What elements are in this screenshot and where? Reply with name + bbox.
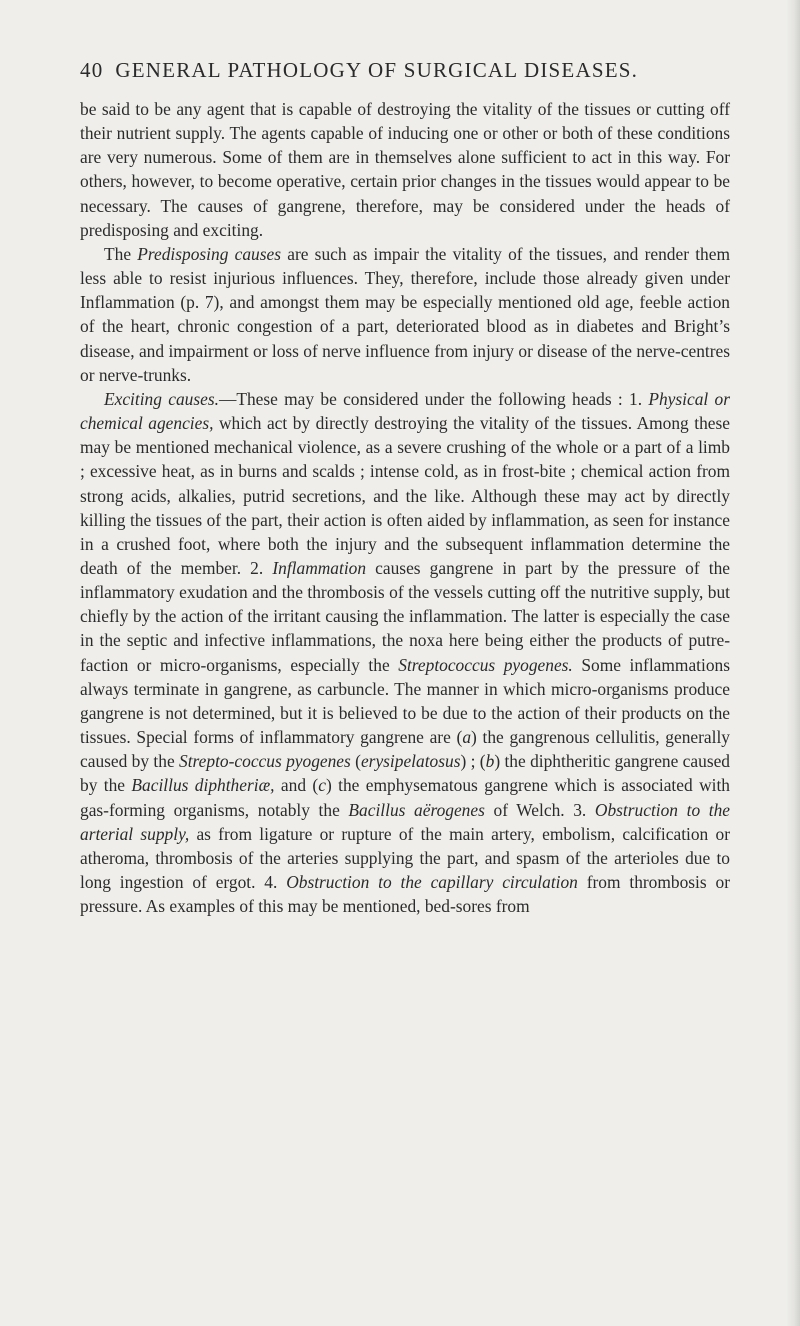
text-run: from thrombosis or pressure. As examples of this may be mentioned, bed-sores from [80, 872, 730, 917]
italic-term: erysipelatosus [360, 751, 461, 772]
text-run: are such as impair the vitality of the tissues, and render them less able to resist injurious influences. They, therefore, include those already given under Inflammation (p. 7), and amongst them may be especially mentioned old age, feeble action of the heart, chronic congestion of a part, deteriorated blood as in diabetes and Bright’s disease, and impairment or loss of nerve influence from injury or disease of the nerve-centres or nerve-trunks. [80, 243, 730, 385]
italic-term: Obstruction to the arterial supply, [80, 799, 731, 844]
italic-term: Predisposing causes [137, 243, 281, 264]
italic-term: Obstruction to the capillary circulation [286, 872, 578, 892]
italic-term: Bacillus diphtheriæ, [131, 775, 275, 796]
italic-term: Inflammation [272, 557, 367, 578]
text-run: Some inflammations always terminate in gangrene, as carbuncle. The manner in which micro-organisms produce gangrene is not determined, but it is believed to be due to the action of their products on the tissues. Special forms of inflammatory gangrene are ( [80, 654, 730, 748]
text-run: of Welch. 3. [484, 799, 595, 820]
page-edge-shadow [786, 0, 800, 1326]
italic-term: Bacillus aërogenes [348, 799, 485, 820]
text-run: which act by directly destroying the vitality of the tissues. Among these may be mentioned mechanical violence, as a severe crushing of the whole or a part of a limb ; excessive heat, as in burns and scalds ; intense cold, as in frost-bite ; chemical action from strong acids, alkalies, putrid secretions, and the like. Although these may act by directly killing the tissues of the part, their action is often aided by inflammation, as seen for instance in a crushed foot, where both the injury and the subsequent inflammation determine the death of the member. 2. [80, 413, 730, 578]
text-run: be said to be any agent that is capable of destroying the vitality of the tissues or cutting off their nutrient supply. The agents capable of inducing one or other or both of these conditions are very numerous. Some of them are in themselves alone sufficient to act in this way. For others, however, to become operative, certain prior changes in the tissues would appear to be necessary. The causes of gangrene, therefore, may be considered under the heads of predisposing and exciting. [80, 99, 730, 240]
italic-term: Physical or chemical agencies, [80, 388, 730, 434]
text-run: ) ; ( [460, 751, 486, 772]
italic-term: a [462, 727, 472, 748]
text-run: ) the diphtheritic gangrene caused by the [80, 751, 730, 796]
text-run: The [104, 243, 138, 264]
paragraph-gangrene-causes [80, 97, 730, 242]
text-run: ( [350, 751, 361, 772]
text-run: —These may be considered under the following heads : 1. [218, 388, 649, 409]
text-run: ) the emphysematous gangrene which is associated with gas-forming organisms, notably the [80, 775, 730, 820]
text-run: as from ligature or rupture of the main artery, embolism, calcification or atheroma, thrombosis of the arteries supplying the part, and spasm of the arterioles due to long ingestion of ergot. 4. [80, 823, 730, 892]
book-page [80, 58, 730, 918]
running-title: GENERAL PATHOLOGY OF SURGICAL DISEASES. [115, 58, 639, 82]
italic-term: c [318, 775, 326, 796]
text-run: causes gangrene in part by the pressure of the inflammatory exudation and the thrombosis of the vessels cutting off the nutritive supply, but chiefly by the action of the irritant causing the inflammation. The latter is especially the case in the septic and infective inflammations, the noxa here being either the products of putre-faction or micro-organisms, especially the [80, 557, 731, 675]
italic-term: Strepto-coccus pyogenes [179, 751, 351, 772]
text-run: ) the gangrenous cellulitis, generally caused by the [80, 727, 730, 772]
italic-term: Exciting causes. [104, 388, 219, 409]
italic-term: b [485, 751, 495, 772]
paragraph-exciting-causes [80, 387, 730, 918]
italic-term: Streptococcus pyogenes. [398, 654, 573, 675]
body-text [80, 97, 730, 918]
running-head [80, 58, 730, 83]
text-run: and ( [274, 775, 319, 796]
paragraph-predisposing-causes [80, 242, 730, 387]
page-number: 40 [80, 58, 104, 82]
